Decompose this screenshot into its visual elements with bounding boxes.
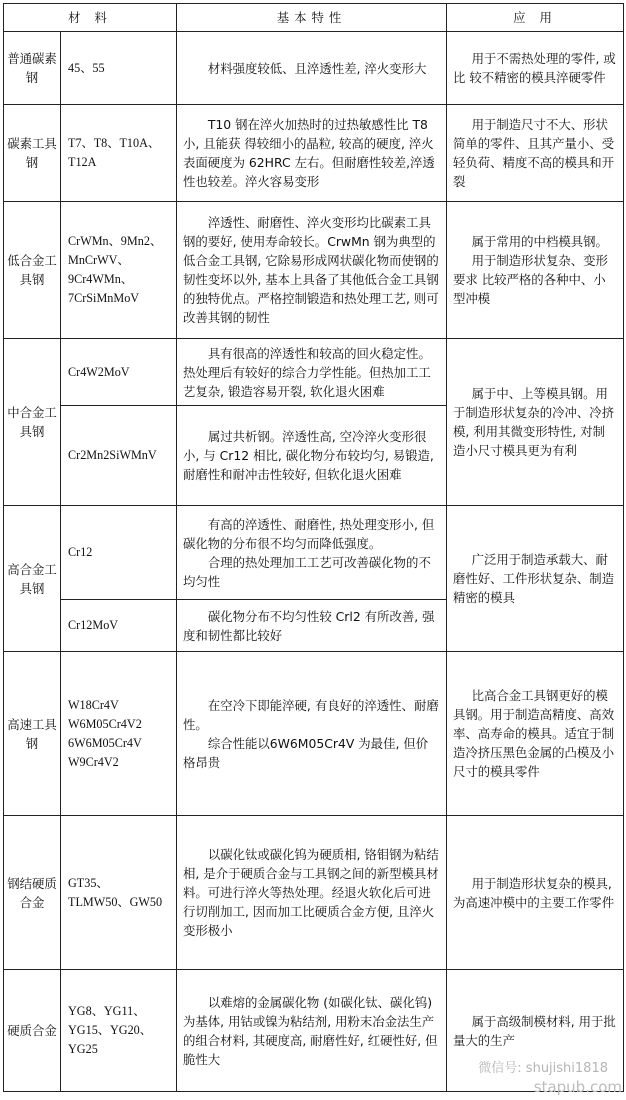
properties-line: 合理的热处理加工工艺可改善碳化物的不均匀性 bbox=[183, 554, 431, 589]
properties-cell: 碳化物分布不均匀性较 Crl2 有所改善, 强度和韧性都比较好 bbox=[177, 600, 447, 652]
category-cell: 钢结硬质合金 bbox=[4, 816, 61, 970]
category-cell: 中合金工具钢 bbox=[4, 339, 61, 506]
table-row bbox=[4, 202, 624, 339]
properties-cell: 淬透性、耐磨性、淬火变形均比碳素工具钢的要好, 使用寿命较长。CrwMn 钢为典型的低合金工具钢, 它除易形成网状碳化物而使钢的韧性变坏以外, 基本上具备了其他低合金工具钢的独特优点。严格控制锻造和热处理工艺, 则可改善其钢的韧性 bbox=[177, 202, 447, 339]
properties-cell: 以碳化钛或碳化钨为硬质相, 铬钼钢为粘结相, 是介于硬质合金与工具钢之间的新型模具材料。可进行淬火等热处理。经退火软化后可进行切削加工, 因而加工比硬质合金方便, 且淬火变形极小 bbox=[177, 816, 447, 970]
category-cell: 碳素工具钢 bbox=[4, 105, 61, 202]
properties-cell: 属过共析钢。淬透性高, 空冷淬火变形很小, 与 Cr12 相比, 碳化物分布较均匀, 易锻造, 耐磨性和耐冲击性较好, 但软化退火困难 bbox=[177, 406, 447, 506]
material-cell bbox=[61, 652, 177, 816]
application-cell: 用于制造形状复杂的模具, 为高速冲模中的主要工作零件 bbox=[447, 816, 624, 970]
application-cell: 属于中、上等模具钢。用于制造形状复杂的冷冲、冷挤模, 利用其微变形特性, 对制造小尺寸模具更为有利 bbox=[447, 339, 624, 506]
properties-cell: T10 钢在淬火加热时的过热敏感性比 T8小, 且能获 得较细小的晶粒, 较高的硬度, 淬火表面硬度为 62HRC 左右。但耐磨性较差,淬透性也较差。淬火容易变形 bbox=[177, 105, 447, 202]
table-row bbox=[4, 816, 624, 970]
header-row bbox=[4, 4, 624, 32]
table-row bbox=[4, 652, 624, 816]
properties-cell: 以难熔的金属碳化物 (如碳化钛、碳化钨) 为基体, 用钴或镍为粘结剂, 用粉末冶金法生产的组合材料, 其硬度高, 耐磨性好, 红硬性好, 但脆性大 bbox=[177, 970, 447, 1092]
properties-cell: 材料强度较低、且淬透性差, 淬火变形大 bbox=[177, 32, 447, 105]
material-line: W9Cr4V2 bbox=[68, 754, 119, 769]
application-cell bbox=[447, 202, 624, 339]
properties-cell: 具有很高的淬透性和较高的回火稳定性。热处理后有较好的综合力学性能。但热加工工艺复杂, 锻造容易开裂, 软化退火困难 bbox=[177, 339, 447, 406]
category-cell: 普通碳素钢 bbox=[4, 32, 61, 105]
application-cell: 广泛用于制造承载大、耐磨性好、工件形状复杂、制造精密的模具 bbox=[447, 506, 624, 652]
properties-line: 在空冷下即能淬硬, 有良好的淬透性、耐磨性。 bbox=[183, 697, 439, 732]
material-line: W18Cr4V bbox=[68, 697, 119, 712]
header-properties: 基本特性 bbox=[177, 4, 447, 32]
table-row bbox=[4, 32, 624, 105]
table-row bbox=[4, 506, 624, 600]
table-row bbox=[4, 105, 624, 202]
application-cell: 用于不需热处理的零件, 或比 较不精密的模具淬硬零件 bbox=[447, 32, 624, 105]
category-cell: 硬质合金 bbox=[4, 970, 61, 1092]
site-watermark: stapub.com bbox=[533, 1078, 622, 1096]
application-cell: 比高合金工具钢更好的模具钢。用于制造高精度、高效率、高寿命的模具。适宜于制造冷挤压黑色金属的凸模及小尺寸的模具零件 bbox=[447, 652, 624, 816]
materials-table bbox=[3, 3, 624, 1092]
material-cell: Cr4W2MoV bbox=[61, 339, 177, 406]
material-cell: GT35、TLMW50、GW50 bbox=[61, 816, 177, 970]
material-cell: Cr2Mn2SiWMnV bbox=[61, 406, 177, 506]
material-cell: 45、55 bbox=[61, 32, 177, 105]
category-cell: 高速工具钢 bbox=[4, 652, 61, 816]
material-cell: Cr12MoV bbox=[61, 600, 177, 652]
material-cell: CrWMn、9Mn2、MnCrWV、9Cr4WMn、7CrSiMnMoV bbox=[61, 202, 177, 339]
header-material: 材 料 bbox=[4, 4, 177, 32]
category-cell: 低合金工具钢 bbox=[4, 202, 61, 339]
material-cell: T7、T8、T10A、T12A bbox=[61, 105, 177, 202]
properties-line: 有高的淬透性、耐磨性, 热处理变形小, 但碳化物的分布很不均匀而降低强度。 bbox=[183, 516, 435, 551]
application-cell: 用于制造尺寸不大、形状简单的零件、且其产量小、受轻负荷、精度不高的模具和开裂 bbox=[447, 105, 624, 202]
properties-cell bbox=[177, 652, 447, 816]
material-cell: Cr12 bbox=[61, 506, 177, 600]
application-line: 属于常用的中档模具钢。 bbox=[471, 234, 608, 249]
material-line: 6W6M05Cr4V bbox=[68, 735, 142, 750]
properties-cell bbox=[177, 506, 447, 600]
header-application: 应 用 bbox=[447, 4, 624, 32]
application-line: 用于制造形状复杂、变形要求 比较严格的各种中、小型冲模 bbox=[453, 253, 608, 306]
material-cell: YG8、YG11、YG15、YG20、YG25 bbox=[61, 970, 177, 1092]
category-cell: 高合金工具钢 bbox=[4, 506, 61, 652]
material-line: W6M05Cr4V2 bbox=[68, 716, 142, 731]
application-cell: 属于高级制模材料, 用于批量大的生产 bbox=[447, 970, 624, 1092]
wechat-watermark: 微信号: shujishi1818 bbox=[478, 1061, 608, 1076]
table-row bbox=[4, 339, 624, 406]
properties-line: 综合性能以6W6M05Cr4V 为最佳, 但价格昂贵 bbox=[183, 735, 429, 770]
